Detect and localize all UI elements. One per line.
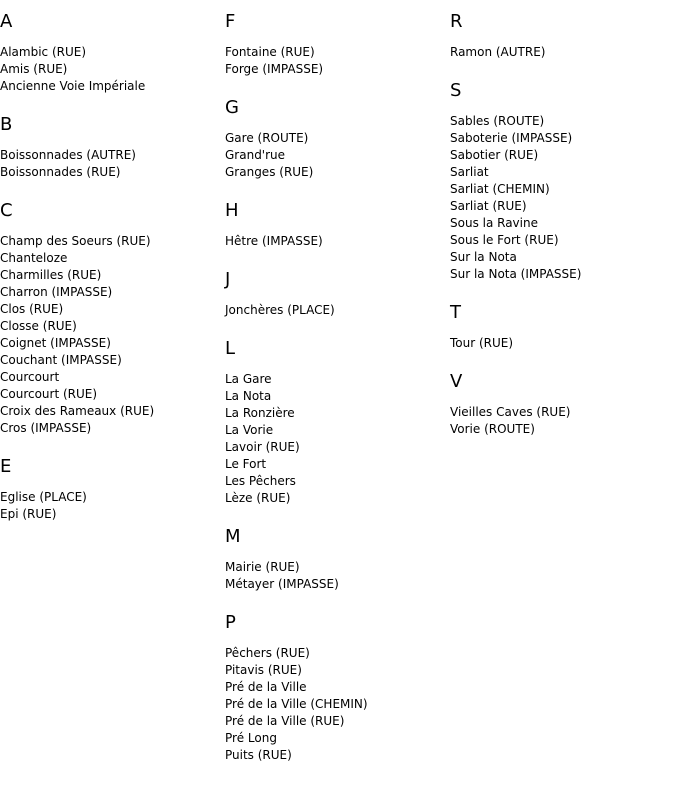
street-link[interactable]: Hêtre (IMPASSE) (225, 234, 323, 248)
letter-section-m (225, 525, 450, 593)
section-letter-heading: C (0, 200, 13, 221)
index-column-3 (450, 10, 675, 456)
letter-section-a (0, 10, 225, 95)
street-link[interactable]: Pitavis (RUE) (225, 663, 302, 677)
letter-section-g (225, 96, 450, 181)
street-link[interactable]: Amis (RUE) (0, 62, 68, 76)
street-list (225, 302, 450, 319)
street-link[interactable]: Pré de la Ville (RUE) (225, 714, 345, 728)
street-link[interactable]: La Gare (225, 372, 272, 386)
street-link[interactable]: Sarliat (RUE) (450, 199, 527, 213)
street-link[interactable]: Grand'rue (225, 148, 286, 162)
street-link[interactable]: Courcourt (RUE) (0, 387, 98, 401)
street-link[interactable]: Vorie (ROUTE) (450, 422, 535, 436)
street-link[interactable]: Gare (ROUTE) (225, 131, 309, 145)
street-list (0, 489, 225, 523)
street-link[interactable]: Charron (IMPASSE) (0, 285, 113, 299)
street-link[interactable]: Sur la Nota (450, 250, 517, 264)
letter-section-t (450, 301, 675, 352)
street-link[interactable]: Sarliat (CHEMIN) (450, 182, 550, 196)
street-link[interactable]: Cros (IMPASSE) (0, 421, 92, 435)
street-link[interactable]: Sous la Ravine (450, 216, 538, 230)
street-link[interactable]: Mairie (RUE) (225, 560, 300, 574)
street-link[interactable]: Pêchers (RUE) (225, 646, 310, 660)
street-list (450, 44, 675, 61)
section-letter-heading: S (450, 80, 462, 101)
section-letter-heading: M (225, 526, 241, 547)
street-link[interactable]: Boissonnades (RUE) (0, 165, 121, 179)
index-column-1 (0, 10, 225, 541)
street-link[interactable]: Alambic (RUE) (0, 45, 87, 59)
street-link[interactable]: Vieilles Caves (RUE) (450, 405, 571, 419)
section-letter-heading: L (225, 338, 236, 359)
street-link[interactable]: Clos (RUE) (0, 302, 64, 316)
street-link[interactable]: Eglise (PLACE) (0, 490, 87, 504)
street-link[interactable]: Tour (RUE) (450, 336, 514, 350)
section-letter-heading: G (225, 97, 239, 118)
section-letter-heading: B (0, 114, 13, 135)
street-link[interactable]: Boissonnades (AUTRE) (0, 148, 136, 162)
street-list (450, 335, 675, 352)
letter-section-l (225, 337, 450, 507)
street-link[interactable]: Le Fort (225, 457, 267, 471)
street-link[interactable]: Fontaine (RUE) (225, 45, 315, 59)
section-letter-heading: T (450, 302, 461, 323)
street-link[interactable]: Puits (RUE) (225, 748, 292, 762)
street-list (225, 371, 450, 507)
street-link[interactable]: La Ronzière (225, 406, 295, 420)
street-list (225, 130, 450, 181)
letter-section-v (450, 370, 675, 438)
index-column-2 (225, 10, 450, 782)
street-link[interactable]: Croix des Rameaux (RUE) (0, 404, 155, 418)
letter-section-b (0, 113, 225, 181)
street-link[interactable]: Pré de la Ville (225, 680, 307, 694)
section-letter-heading: F (225, 11, 236, 32)
street-list (225, 645, 450, 764)
letter-section-p (225, 611, 450, 764)
street-link[interactable]: Sous le Fort (RUE) (450, 233, 559, 247)
letter-section-e (0, 455, 225, 523)
street-link[interactable]: Coignet (IMPASSE) (0, 336, 111, 350)
street-link[interactable]: Ramon (AUTRE) (450, 45, 546, 59)
street-link[interactable]: Pré Long (225, 731, 277, 745)
letter-section-f (225, 10, 450, 78)
section-letter-heading: V (450, 371, 463, 392)
street-link[interactable]: La Vorie (225, 423, 274, 437)
street-link[interactable]: Chanteloze (0, 251, 68, 265)
street-link[interactable]: Ancienne Voie Impériale (0, 79, 146, 93)
street-list (450, 113, 675, 283)
street-link[interactable]: Saboterie (IMPASSE) (450, 131, 573, 145)
street-link[interactable]: Couchant (IMPASSE) (0, 353, 122, 367)
street-link[interactable]: Sur la Nota (IMPASSE) (450, 267, 582, 281)
letter-section-r (450, 10, 675, 61)
street-link[interactable]: Granges (RUE) (225, 165, 314, 179)
street-list (225, 233, 450, 250)
letter-section-j (225, 268, 450, 319)
street-list (450, 404, 675, 438)
street-link[interactable]: La Nota (225, 389, 272, 403)
street-link[interactable]: Sarliat (450, 165, 489, 179)
street-list (0, 233, 225, 437)
street-link[interactable]: Métayer (IMPASSE) (225, 577, 339, 591)
street-list (0, 147, 225, 181)
street-link[interactable]: Forge (IMPASSE) (225, 62, 324, 76)
street-link[interactable]: Closse (RUE) (0, 319, 77, 333)
street-link[interactable]: Charmilles (RUE) (0, 268, 102, 282)
street-link[interactable]: Courcourt (0, 370, 60, 384)
street-link[interactable]: Pré de la Ville (CHEMIN) (225, 697, 368, 711)
section-letter-heading: J (225, 269, 231, 290)
street-list (225, 559, 450, 593)
street-link[interactable]: Les Pêchers (225, 474, 296, 488)
street-link[interactable]: Champ des Soeurs (RUE) (0, 234, 151, 248)
section-letter-heading: E (0, 456, 12, 477)
section-letter-heading: P (225, 612, 236, 633)
street-link[interactable]: Sabotier (RUE) (450, 148, 539, 162)
letter-section-c (0, 199, 225, 437)
street-list (0, 44, 225, 95)
street-link[interactable]: Sables (ROUTE) (450, 114, 545, 128)
street-link[interactable]: Lèze (RUE) (225, 491, 291, 505)
section-letter-heading: H (225, 200, 239, 221)
letter-section-s (450, 79, 675, 283)
section-letter-heading: A (0, 11, 13, 32)
street-link[interactable]: Lavoir (RUE) (225, 440, 300, 454)
street-link[interactable]: Epi (RUE) (0, 507, 57, 521)
letter-section-h (225, 199, 450, 250)
section-letter-heading: R (450, 11, 463, 32)
street-list (225, 44, 450, 78)
street-link[interactable]: Jonchères (PLACE) (225, 303, 335, 317)
